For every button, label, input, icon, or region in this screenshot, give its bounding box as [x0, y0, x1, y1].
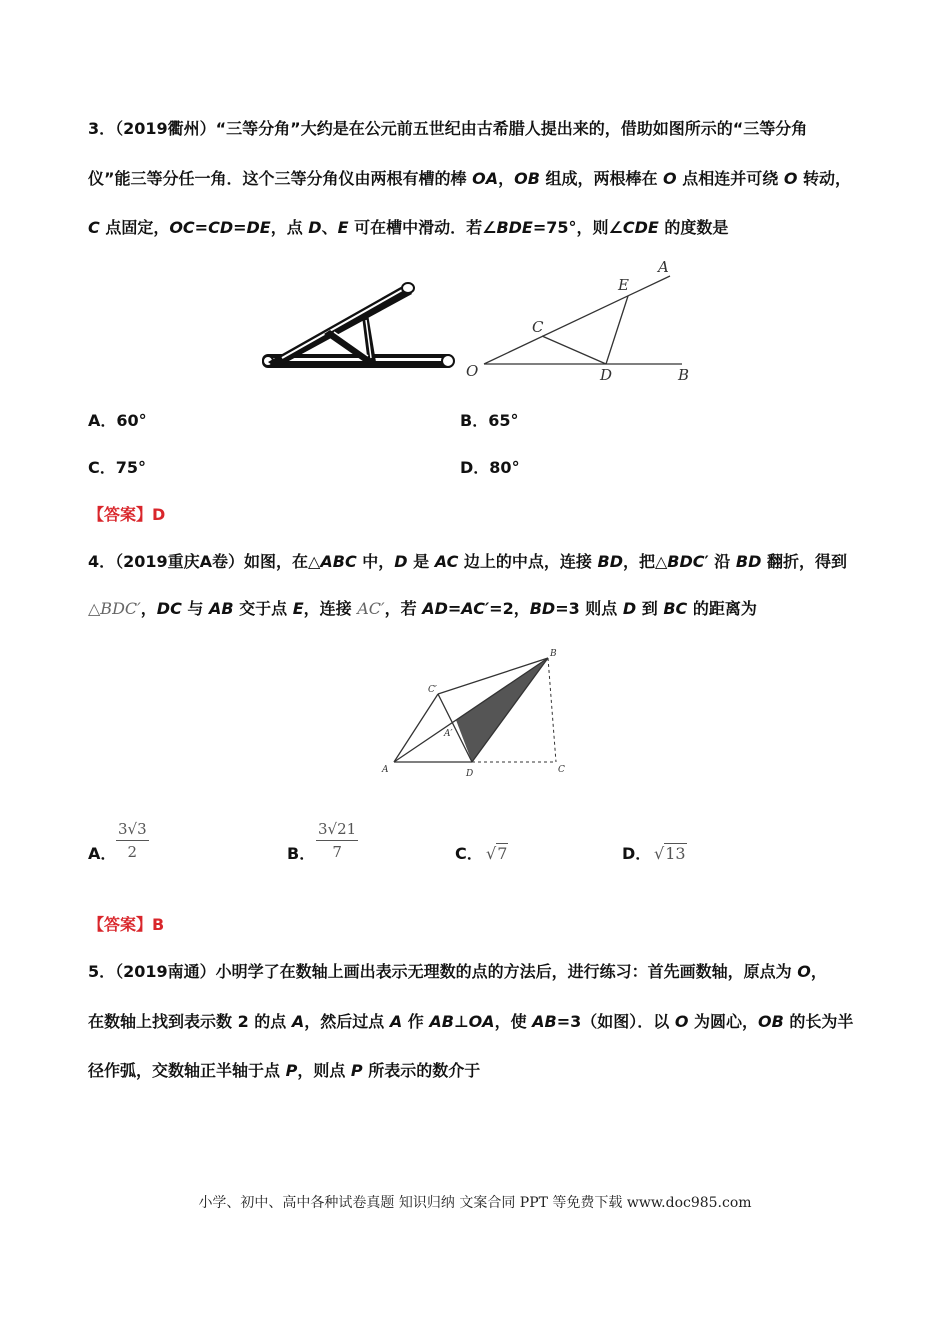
q3-answer: 【答案】D [88, 505, 166, 524]
q4-option-a-label[interactable]: A． [88, 844, 117, 863]
q5-line-2: 在数轴上找到表示数 2 的点 A，然后过点 A 作 AB⊥OA，使 AB=3（如图）．以 O 为圆心，OB 的长为半 [88, 1012, 854, 1031]
angle-trisection-diagram [460, 256, 700, 388]
label-d: D [466, 769, 474, 779]
label-o: O [466, 362, 479, 380]
label-a-prime: A′ [444, 729, 453, 739]
label-b: B [678, 366, 690, 384]
folded-triangle-diagram [378, 646, 578, 782]
q4-option-b-label[interactable]: B． [287, 844, 316, 863]
q5-line-1: 5．（2019南通）小明学了在数轴上画出表示无理数的点的方法后，进行练习：首先画数轴，原点为 O， [88, 962, 827, 981]
q3-option-b[interactable]: B．65° [460, 411, 519, 430]
q4-option-d-radical[interactable]: √13 [654, 844, 686, 863]
label-a: A [658, 258, 669, 276]
label-a: A [382, 765, 389, 775]
q3-option-d[interactable]: D．80° [460, 458, 520, 477]
label-c: C [558, 765, 565, 775]
q4-line-1: 4．（2019重庆A卷）如图，在△ABC 中，D 是 AC 边上的中点，连接 BD，把△BDC′ 沿 BD 翻折，得到 [88, 552, 847, 571]
q3-option-c[interactable]: C．75° [88, 458, 147, 477]
q4-line-2: △BDC′，DC 与 AB 交于点 E，连接 AC′，若 AD=AC′=2，BD=3 则点 D 到 BC 的距离为 [88, 599, 757, 618]
q5-line-3: 径作弧，交数轴正半轴于点 P，则点 P 所表示的数介于 [88, 1061, 481, 1080]
q4-option-b-fraction[interactable]: $\frac{3√21}{7}$ [318, 820, 357, 861]
label-b: B [550, 649, 557, 659]
page-footer[interactable]: 小学、初中、高中各种试卷真题 知识归纳 文案合同 PPT 等免费下载 www.doc985.com [198, 1195, 752, 1211]
q4-option-c-label[interactable]: C． [455, 844, 483, 863]
q4-option-a-fraction[interactable]: $\frac{3√3}{2}$ [118, 820, 147, 861]
label-e: E [618, 276, 629, 294]
q3-line-2: 仪”能三等分任一角．这个三等分角仪由两根有槽的棒 OA，OB 组成，两根棒在 O 点相连并可绕 O 转动， [88, 169, 851, 188]
q3-line-1: 3．（2019衢州）“三等分角”大约是在公元前五世纪由古希腊人提出来的，借助如图所示的“三等分角 [88, 119, 808, 138]
label-c: C [532, 318, 544, 336]
q4-option-d-label[interactable]: D． [622, 844, 652, 863]
trisector-instrument-figure [258, 276, 458, 376]
q3-line-3: C 点固定，OC=CD=DE，点 D、E 可在槽中滑动．若∠BDE=75°，则∠CDE 的度数是 [88, 218, 729, 237]
label-c-prime: C′ [428, 685, 437, 695]
q4-option-c-radical[interactable]: √7 [486, 844, 508, 863]
q3-option-a[interactable]: A．60° [88, 411, 147, 430]
q4-answer: 【答案】B [88, 915, 165, 934]
label-d: D [600, 366, 613, 384]
